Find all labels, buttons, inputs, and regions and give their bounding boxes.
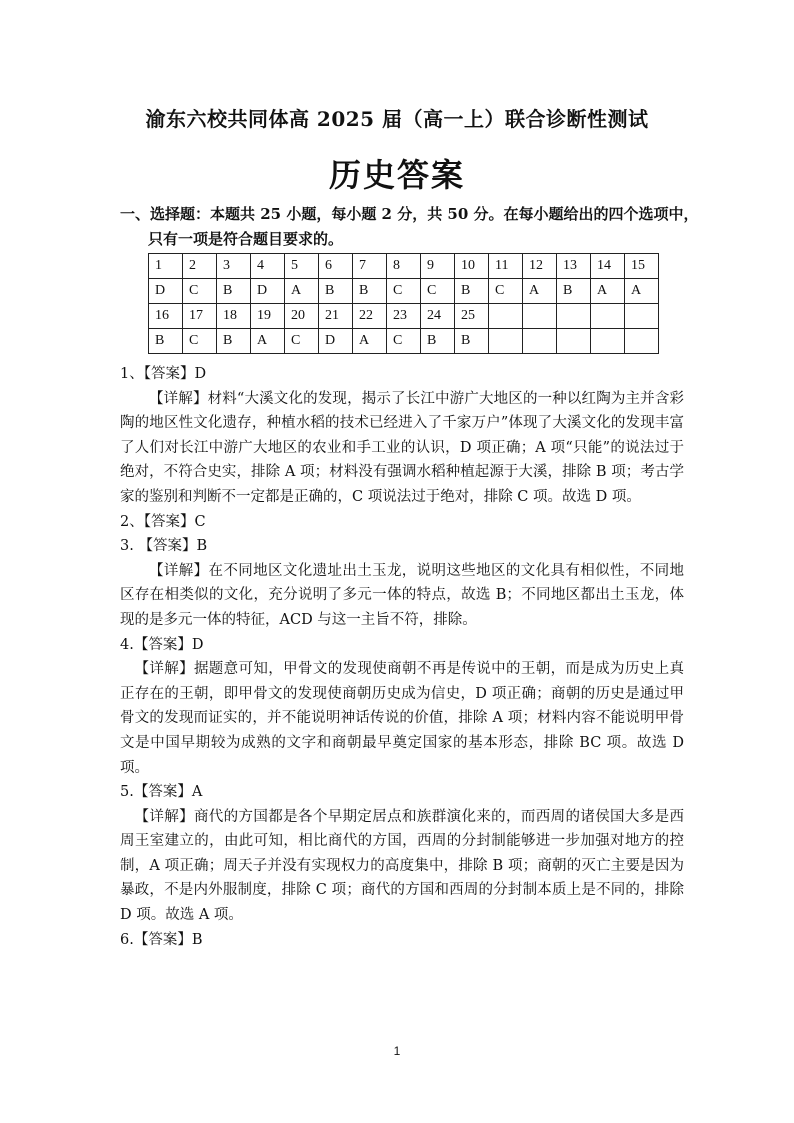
- table-cell: 23: [387, 304, 421, 329]
- table-cell: B: [353, 279, 387, 304]
- table-cell: A: [353, 329, 387, 354]
- table-cell: 7: [353, 254, 387, 279]
- table-row: [149, 279, 659, 304]
- table-cell: [625, 329, 659, 354]
- section-heading-line1: 一、选择题：本题共 25 小题，每小题 2 分，共 50 分。在每小题给出的四个选项中，: [120, 205, 699, 223]
- page-number: 1: [393, 1044, 401, 1058]
- table-cell: 17: [183, 304, 217, 329]
- answer-line-1: 1、【答案】D: [120, 366, 207, 382]
- table-cell: A: [251, 329, 285, 354]
- table-cell: B: [319, 279, 353, 304]
- table-cell: 12: [523, 254, 557, 279]
- table-cell: 11: [489, 254, 523, 279]
- table-cell: 14: [591, 254, 625, 279]
- table-cell: 8: [387, 254, 421, 279]
- table-row: [149, 304, 659, 329]
- table-cell: B: [557, 279, 591, 304]
- table-cell: C: [183, 329, 217, 354]
- table-cell: 10: [455, 254, 489, 279]
- table-cell: C: [387, 329, 421, 354]
- section-heading-line2: 只有一项是符合题目要求的。: [148, 230, 344, 248]
- table-cell: C: [387, 279, 421, 304]
- table-row: [149, 254, 659, 279]
- table-cell: 1: [149, 254, 183, 279]
- table-cell: D: [319, 329, 353, 354]
- answer-line-3: 3. 【答案】B: [120, 538, 208, 555]
- page-title: 历史答案: [328, 156, 465, 194]
- table-cell: 2: [183, 254, 217, 279]
- table-cell: A: [591, 279, 625, 304]
- table-cell: B: [217, 279, 251, 304]
- table-cell: [489, 329, 523, 354]
- table-cell: A: [523, 279, 557, 304]
- table-cell: A: [285, 279, 319, 304]
- table-cell: [557, 304, 591, 329]
- table-cell: 9: [421, 254, 455, 279]
- table-cell: 22: [353, 304, 387, 329]
- exam-subtitle: 渝东六校共同体高 2025 届（高一上）联合诊断性测试: [145, 107, 649, 131]
- table-cell: B: [217, 329, 251, 354]
- table-cell: D: [149, 279, 183, 304]
- table-cell: 21: [319, 304, 353, 329]
- table-cell: [557, 329, 591, 354]
- table-cell: [523, 304, 557, 329]
- table-cell: [591, 329, 625, 354]
- detail-5: 【详解】商代的方国都是各个早期定居点和族群演化来的，而西周的诸侯国大多是西周王室建立的，由此可知，相比商代的方国，西周的分封制能够进一步加强对地方的控制，A 项正确；周天子并没有实现权力的高度集中，排除 B 项；商朝的灭亡主要是因为暴政，不是内外服制度，排除 C 项；商代的方国和西周的分封制本质上是不同的，排除 D 项。故选 A 项。: [120, 808, 684, 924]
- table-cell: 15: [625, 254, 659, 279]
- section-heading: [120, 202, 700, 252]
- table-cell: B: [421, 329, 455, 354]
- explanations: [120, 362, 684, 952]
- table-row: [149, 329, 659, 354]
- table-cell: C: [285, 329, 319, 354]
- detail-3: 【详解】在不同地区文化遗址出土玉龙，说明这些地区的文化具有相似性，不同地区存在相类似的文化，充分说明了多元一体的特点，故选 B；不同地区都出土玉龙，体现的是多元一体的特征，ACD 与这一主旨不符，排除。: [120, 562, 684, 628]
- detail-1: 【详解】材料“大溪文化的发现，揭示了长江中游广大地区的一种以红陶为主并含彩陶的地区性文化遗存，种植水稻的技术已经进入了千家万户”体现了大溪文化的发现丰富了人们对长江中游广大地区的农业和手工业的认识，D 项正确；A 项“只能”的说法过于绝对，不符合史实，排除 A 项；材料没有强调水稻种植起源于大溪，排除 B 项；考古学家的鉴别和判断不一定都是正确的，C 项说法过于绝对，排除 C 项。故选 D 项。: [120, 390, 684, 505]
- table-cell: C: [489, 279, 523, 304]
- table-cell: 16: [149, 304, 183, 329]
- table-cell: B: [455, 279, 489, 304]
- table-cell: [523, 329, 557, 354]
- table-cell: [625, 304, 659, 329]
- table-cell: 5: [285, 254, 319, 279]
- table-cell: 24: [421, 304, 455, 329]
- table-cell: D: [251, 279, 285, 304]
- answer-line-4: 4.【答案】D: [120, 636, 204, 653]
- table-cell: 25: [455, 304, 489, 329]
- answer-line-6: 6.【答案】B: [120, 931, 203, 948]
- table-cell: 18: [217, 304, 251, 329]
- table-cell: 4: [251, 254, 285, 279]
- table-cell: 13: [557, 254, 591, 279]
- table-cell: C: [421, 279, 455, 304]
- table-cell: [489, 304, 523, 329]
- table-cell: [591, 304, 625, 329]
- table-cell: C: [183, 279, 217, 304]
- answer-line-5: 5.【答案】A: [120, 784, 203, 801]
- table-cell: 3: [217, 254, 251, 279]
- table-cell: B: [455, 329, 489, 354]
- table-cell: 6: [319, 254, 353, 279]
- answer-line-2: 2、【答案】C: [120, 513, 206, 530]
- table-cell: A: [625, 279, 659, 304]
- table-cell: 19: [251, 304, 285, 329]
- detail-4: 【详解】据题意可知，甲骨文的发现使商朝不再是传说中的王朝，而是成为历史上真正存在的王朝，即甲骨文的发现使商朝历史成为信史，D 项正确；商朝的历史是通过甲骨文的发现而证实的，并不能说明神话传说的价值，排除 A 项；材料内容不能说明甲骨文是中国早期较为成熟的文字和商朝最早奠定国家的基本形态，排除 BC 项。故选 D 项。: [120, 661, 684, 776]
- table-cell: 20: [285, 304, 319, 329]
- answer-table: [148, 253, 659, 354]
- table-cell: B: [149, 329, 183, 354]
